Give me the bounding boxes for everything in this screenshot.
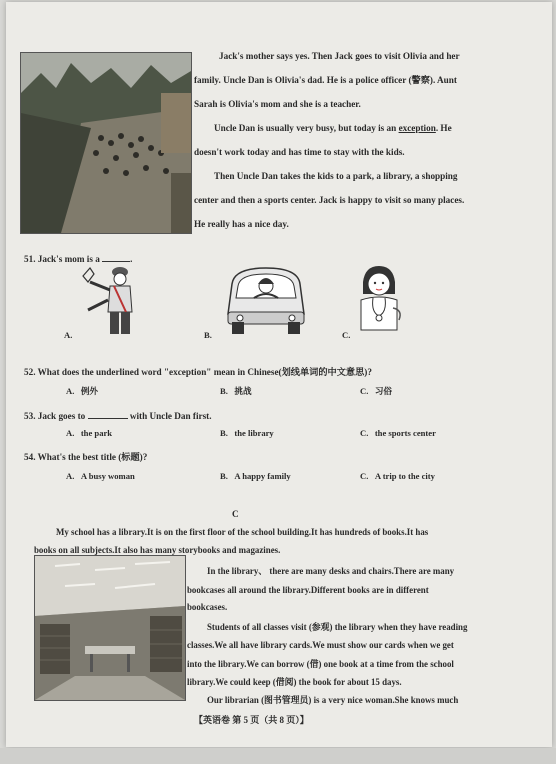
q51-option-a[interactable]: A.: [64, 330, 73, 340]
passage-line-7: center and then a sports center. Jack is happy to visit so many places.: [194, 195, 465, 205]
question-53-stem: 53. Jack goes to with Uncle Dan first.: [24, 411, 212, 421]
question-52-stem: 52. What does the underlined word "exception" mean in Chinese(划线单词的中文意思)?: [24, 367, 372, 377]
passage-line-3: Sarah is Olivia's mom and she is a teacher.: [194, 99, 361, 109]
desk-background: [0, 748, 556, 764]
doctor-image: [349, 264, 409, 339]
q52-option-a[interactable]: A. 例外: [66, 386, 99, 396]
section-c-line-4: bookcases all around the library.Different books are in different: [187, 585, 429, 595]
passage-line-5: doesn't work today and has time to stay with the kids.: [194, 147, 405, 157]
q53-option-a[interactable]: A. the park: [66, 428, 113, 438]
q53-option-c[interactable]: C. the sports center: [360, 428, 436, 438]
section-c-line-5: bookcases.: [187, 602, 228, 612]
q53-option-b[interactable]: B. the library: [220, 428, 274, 438]
section-c-line-10: Our librarian (图书管理员) is a very nice woman.She knows much: [207, 695, 459, 705]
section-c-line-7: classes.We all have library cards.We must show our cards when we get: [187, 640, 454, 650]
section-c-line-9: library.We could keep (借阅) the book for about 15 days.: [187, 677, 402, 687]
section-c-heading: C: [232, 509, 239, 519]
q51-option-b[interactable]: B.: [204, 330, 212, 340]
question-54-stem: 54. What's the best title (标题)?: [24, 452, 148, 462]
police-officer-image: [80, 264, 140, 341]
driver-car-image: [224, 264, 308, 343]
passage-line-1: Jack's mother says yes. Then Jack goes to visit Olivia and her: [219, 51, 460, 61]
q52-option-c[interactable]: C. 习俗: [360, 386, 393, 396]
q54-option-c[interactable]: C. A trip to the city: [360, 471, 435, 481]
q54-option-b[interactable]: B. A happy family: [220, 471, 291, 481]
q52-option-b[interactable]: B. 挑战: [220, 386, 252, 396]
street-photo: [20, 52, 192, 234]
passage-line-6: Then Uncle Dan takes the kids to a park, a library, a shopping: [214, 171, 458, 181]
passage-line-4: Uncle Dan is usually very busy, but today is an exception. He: [214, 123, 452, 133]
passage-line-2: family. Uncle Dan is Olivia's dad. He is a police officer (警察). Aunt: [194, 75, 457, 85]
section-c-line-6: Students of all classes visit (参观) the library when they have reading: [207, 622, 468, 632]
exam-page: [6, 2, 552, 747]
underlined-word-exception: exception: [398, 123, 436, 133]
page-footer: 【英语卷 第 5 页（共 8 页）】: [194, 715, 309, 725]
section-c-line-8: into the library.We can borrow (借) one book at a time from the school: [187, 659, 454, 669]
q51-option-c[interactable]: C.: [342, 330, 351, 340]
passage-line-8: He really has a nice day.: [194, 219, 289, 229]
section-c-line-3: In the library、 there are many desks and chairs.There are many: [207, 566, 455, 576]
library-photo: [34, 555, 186, 701]
section-c-line-2: books on all subjects.It also has many storybooks and magazines.: [34, 545, 281, 555]
section-c-line-1: My school has a library.It is on the first floor of the school building.It has hundreds of books.It has: [56, 527, 429, 537]
question-51-stem: 51. Jack's mom is a .: [24, 254, 133, 264]
q54-option-a[interactable]: A. A busy woman: [66, 471, 135, 481]
